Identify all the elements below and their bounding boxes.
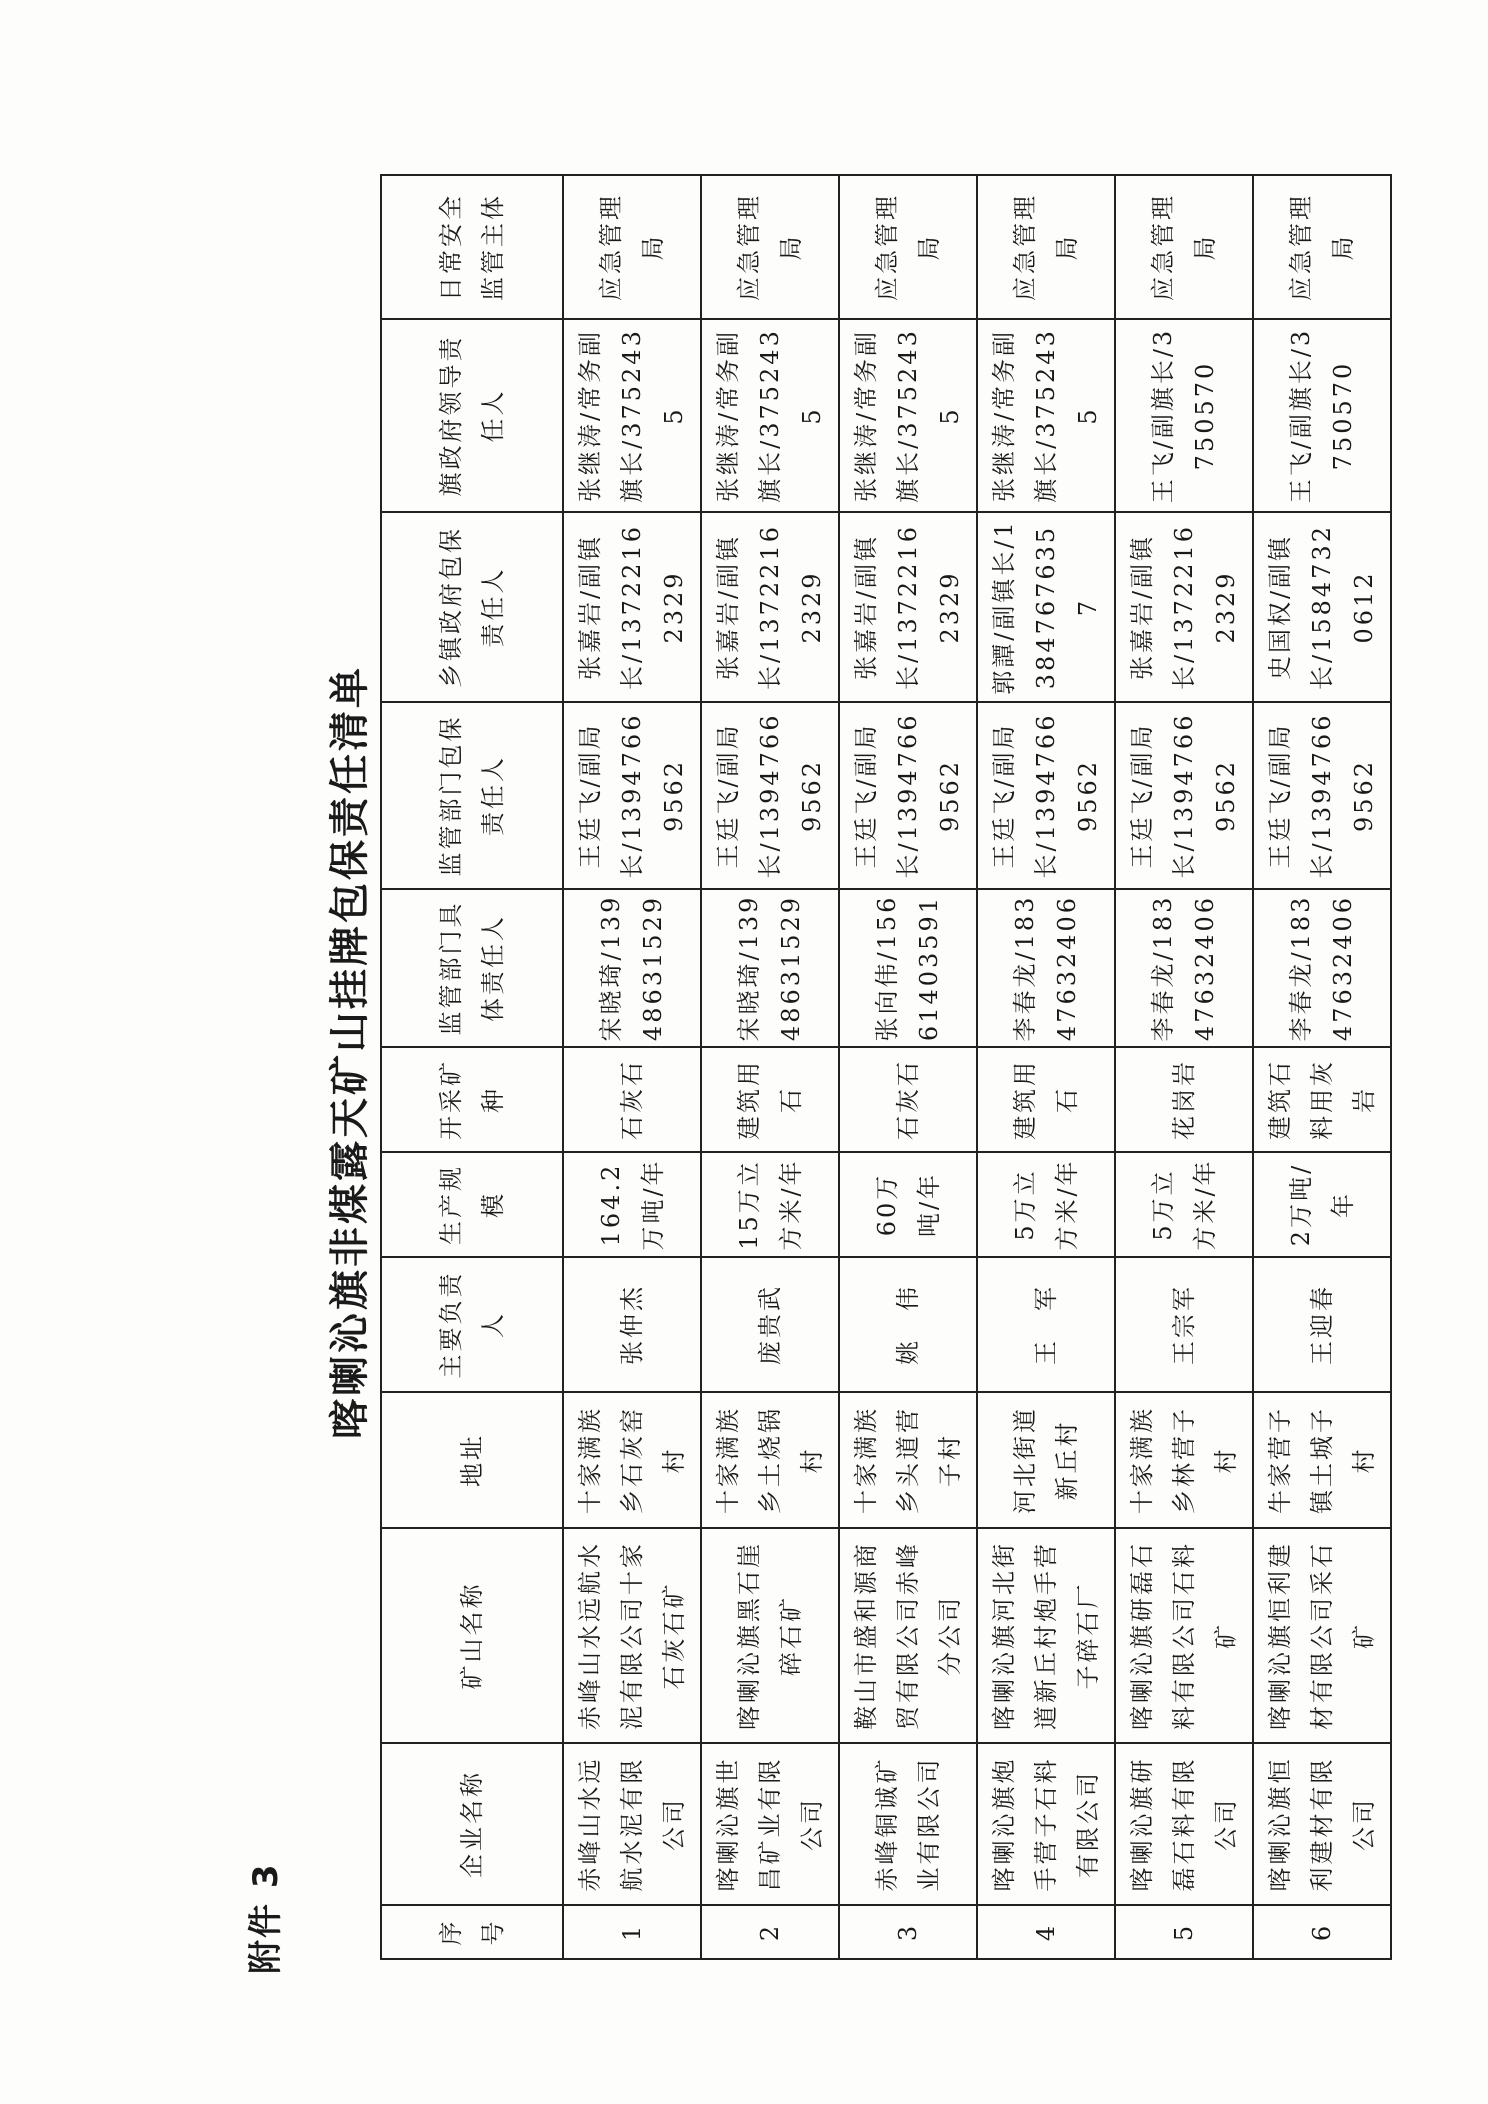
table-cell: 李春龙/18347632406 bbox=[1253, 889, 1391, 1047]
table-cell: 喀喇沁旗恒利建材有限公司 bbox=[1253, 1743, 1391, 1905]
header-cell: 乡镇政府包保责任人 bbox=[381, 512, 563, 702]
table-cell: 宋晓琦/13948631529 bbox=[563, 889, 701, 1047]
table-cell: 应急管理局 bbox=[563, 175, 701, 319]
table-cell: 喀喇沁旗研磊石料有限公司石料矿 bbox=[1115, 1528, 1253, 1743]
header-cell: 主要负责人 bbox=[381, 1257, 563, 1392]
table-cell: 王廷飞/副局长/13947669562 bbox=[1253, 702, 1391, 889]
table-row bbox=[977, 175, 1115, 1959]
header-cell: 开采矿种 bbox=[381, 1047, 563, 1152]
table-cell: 应急管理局 bbox=[977, 175, 1115, 319]
table-cell: 王廷飞/副局长/13947669562 bbox=[563, 702, 701, 889]
table-cell: 鞍山市盛和源商贸有限公司赤峰分公司 bbox=[839, 1528, 977, 1743]
table-cell: 建筑用石 bbox=[701, 1047, 839, 1152]
table-cell: 王飞/副旗长/3750570 bbox=[1115, 319, 1253, 512]
table-cell: 喀喇沁旗炮手营子石料有限公司 bbox=[977, 1743, 1115, 1905]
table-cell: 6 bbox=[1253, 1905, 1391, 1959]
table-cell: 王廷飞/副局长/13947669562 bbox=[977, 702, 1115, 889]
table-cell: 石灰石 bbox=[839, 1047, 977, 1152]
table-cell: 张嘉岩/副镇长/13722162329 bbox=[1115, 512, 1253, 702]
table-cell: 十家满族乡头道营子村 bbox=[839, 1392, 977, 1528]
table-cell: 郭譚/副镇长/13847676357 bbox=[977, 512, 1115, 702]
table-cell: 张继涛/常务副旗长/3752435 bbox=[839, 319, 977, 512]
table-cell: 花岗岩 bbox=[1115, 1047, 1253, 1152]
table-cell: 十家满族乡石灰窑村 bbox=[563, 1392, 701, 1528]
table-cell: 张嘉岩/副镇长/13722162329 bbox=[701, 512, 839, 702]
table-cell: 3 bbox=[839, 1905, 977, 1959]
table-cell: 王 军 bbox=[977, 1257, 1115, 1392]
table-cell: 喀喇沁旗研磊石料有限公司 bbox=[1115, 1743, 1253, 1905]
table-cell: 张仲杰 bbox=[563, 1257, 701, 1392]
table-cell: 张继涛/常务副旗长/3752435 bbox=[563, 319, 701, 512]
table-cell: 赤峰山水远航水泥有限公司 bbox=[563, 1743, 701, 1905]
table-cell: 王廷飞/副局长/13947669562 bbox=[701, 702, 839, 889]
header-cell: 生产规模 bbox=[381, 1152, 563, 1257]
table-row bbox=[1115, 175, 1253, 1959]
table-cell: 十家满族乡土烧锅村 bbox=[701, 1392, 839, 1528]
header-row bbox=[381, 175, 563, 1959]
header-cell: 序号 bbox=[381, 1905, 563, 1959]
table-cell: 喀喇沁旗河北街道新丘村炮手营子碎石厂 bbox=[977, 1528, 1115, 1743]
table-cell: 张继涛/常务副旗长/3752435 bbox=[977, 319, 1115, 512]
header-cell: 矿山名称 bbox=[381, 1528, 563, 1743]
table-cell: 赤峰山水远航水泥有限公司十家石灰石矿 bbox=[563, 1528, 701, 1743]
table-cell: 4 bbox=[977, 1905, 1115, 1959]
table-cell: 喀喇沁旗恒利建材有限公司采石矿 bbox=[1253, 1528, 1391, 1743]
table-cell: 张继涛/常务副旗长/3752435 bbox=[701, 319, 839, 512]
table-cell: 张嘉岩/副镇长/13722162329 bbox=[839, 512, 977, 702]
table-cell: 5万立方米/年 bbox=[977, 1152, 1115, 1257]
table-cell: 164.2万吨/年 bbox=[563, 1152, 701, 1257]
table-cell: 张向伟/15661403591 bbox=[839, 889, 977, 1047]
header-cell: 日常安全监管主体 bbox=[381, 175, 563, 319]
header-cell: 企业名称 bbox=[381, 1743, 563, 1905]
table-cell: 应急管理局 bbox=[1115, 175, 1253, 319]
attachment-label: 附件 3 bbox=[246, 1862, 286, 1974]
table-cell: 王廷飞/副局长/13947669562 bbox=[839, 702, 977, 889]
table-cell: 喀喇沁旗世昌矿业有限公司 bbox=[701, 1743, 839, 1905]
table-cell: 2万吨/年 bbox=[1253, 1152, 1391, 1257]
table-cell: 赤峰铜诚矿业有限公司 bbox=[839, 1743, 977, 1905]
table-cell: 姚 伟 bbox=[839, 1257, 977, 1392]
table-cell: 喀喇沁旗黑石崖碎石矿 bbox=[701, 1528, 839, 1743]
table-row bbox=[563, 175, 701, 1959]
table-cell: 建筑石料用灰岩 bbox=[1253, 1047, 1391, 1152]
table-cell: 王廷飞/副局长/13947669562 bbox=[1115, 702, 1253, 889]
table-cell: 石灰石 bbox=[563, 1047, 701, 1152]
header-cell: 地址 bbox=[381, 1392, 563, 1528]
table-cell: 庞贵武 bbox=[701, 1257, 839, 1392]
table-cell: 15万立方米/年 bbox=[701, 1152, 839, 1257]
table-cell: 十家满族乡林营子村 bbox=[1115, 1392, 1253, 1528]
table-cell: 李春龙/18347632406 bbox=[1115, 889, 1253, 1047]
table-row bbox=[1253, 175, 1391, 1959]
table-cell: 王迎春 bbox=[1253, 1257, 1391, 1392]
header-cell: 监管部门具体责任人 bbox=[381, 889, 563, 1047]
table-cell: 1 bbox=[563, 1905, 701, 1959]
table-cell: 王飞/副旗长/3750570 bbox=[1253, 319, 1391, 512]
table-cell: 张嘉岩/副镇长/13722162329 bbox=[563, 512, 701, 702]
table-cell: 河北街道新丘村 bbox=[977, 1392, 1115, 1528]
header-cell: 旗政府领导责任人 bbox=[381, 319, 563, 512]
table-cell: 应急管理局 bbox=[1253, 175, 1391, 319]
table-cell: 牛家营子镇土城子村 bbox=[1253, 1392, 1391, 1528]
table-cell: 应急管理局 bbox=[701, 175, 839, 319]
table-cell: 王宗军 bbox=[1115, 1257, 1253, 1392]
table-cell: 应急管理局 bbox=[839, 175, 977, 319]
responsibility-table bbox=[380, 174, 1392, 1960]
table-row bbox=[839, 175, 977, 1959]
document-title: 喀喇沁旗非煤露天矿山挂牌包保责任清单 bbox=[327, 665, 373, 1439]
table-cell: 建筑用石 bbox=[977, 1047, 1115, 1152]
table-cell: 5万立方米/年 bbox=[1115, 1152, 1253, 1257]
header-cell: 监管部门包保责任人 bbox=[381, 702, 563, 889]
table-cell: 史国权/副镇长/15847320612 bbox=[1253, 512, 1391, 702]
table-row bbox=[701, 175, 839, 1959]
table-cell: 宋晓琦/13948631529 bbox=[701, 889, 839, 1047]
table-cell: 李春龙/18347632406 bbox=[977, 889, 1115, 1047]
table-cell: 5 bbox=[1115, 1905, 1253, 1959]
table-cell: 60万吨/年 bbox=[839, 1152, 977, 1257]
table-cell: 2 bbox=[701, 1905, 839, 1959]
